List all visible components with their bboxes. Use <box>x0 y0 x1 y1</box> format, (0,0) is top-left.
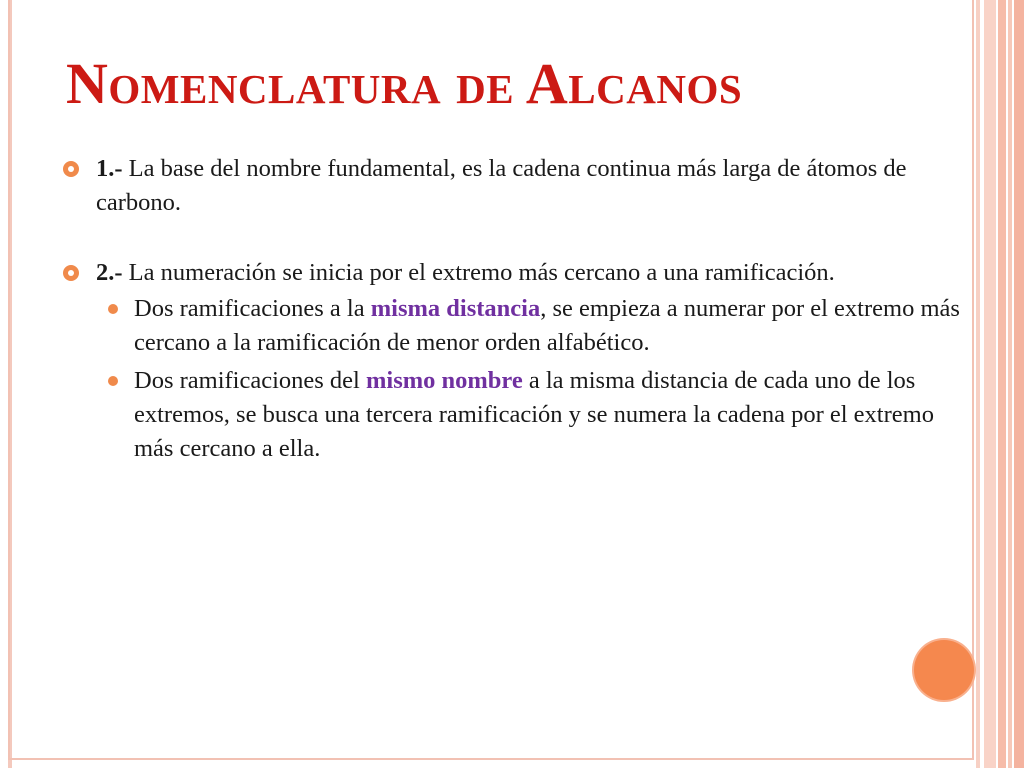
slide-body <box>60 152 960 466</box>
right-stripe-decoration <box>1008 0 1012 768</box>
sub-list-item-1 <box>60 292 960 360</box>
subpoint-text-after: a la misma distancia de cada uno de los extremos, se busca una tercera ramificación y se numera la cadena por el extremo más cercano a ella. <box>134 367 934 462</box>
point-number: 2.- <box>96 259 123 286</box>
right-stripe-decoration <box>998 0 1006 768</box>
list-item-1 <box>60 152 960 220</box>
subpoint-highlight: mismo nombre <box>365 367 523 394</box>
point-text: La base del nombre fundamental, es la cadena continua más larga de átomos de carbono. <box>96 155 907 216</box>
right-stripe-decoration <box>984 0 996 768</box>
subpoint-highlight: misma distancia <box>370 295 541 322</box>
list-item-2 <box>60 256 960 290</box>
orange-dot-bullet-icon <box>108 376 118 386</box>
subpoint-text-after: , se empieza a numerar por el extremo más cercano a la ramificación de menor orden alfabético. <box>134 295 960 356</box>
point-text: La numeración se inicia por el extremo más cercano a una ramificación. <box>122 259 835 286</box>
right-stripe-decoration <box>976 0 980 768</box>
orange-ring-bullet-icon <box>63 265 79 281</box>
point-number: 1.- <box>96 155 123 182</box>
orange-circle-icon <box>914 640 974 700</box>
subpoint-text-before: Dos ramificaciones a la <box>134 295 371 322</box>
subpoint-text-before: Dos ramificaciones del <box>134 367 366 394</box>
orange-dot-bullet-icon <box>108 304 118 314</box>
orange-ring-bullet-icon <box>63 161 79 177</box>
right-stripe-decoration <box>1014 0 1024 768</box>
sub-list-item-2 <box>60 364 960 466</box>
slide-title: Nomenclatura de Alcanos <box>66 51 743 116</box>
